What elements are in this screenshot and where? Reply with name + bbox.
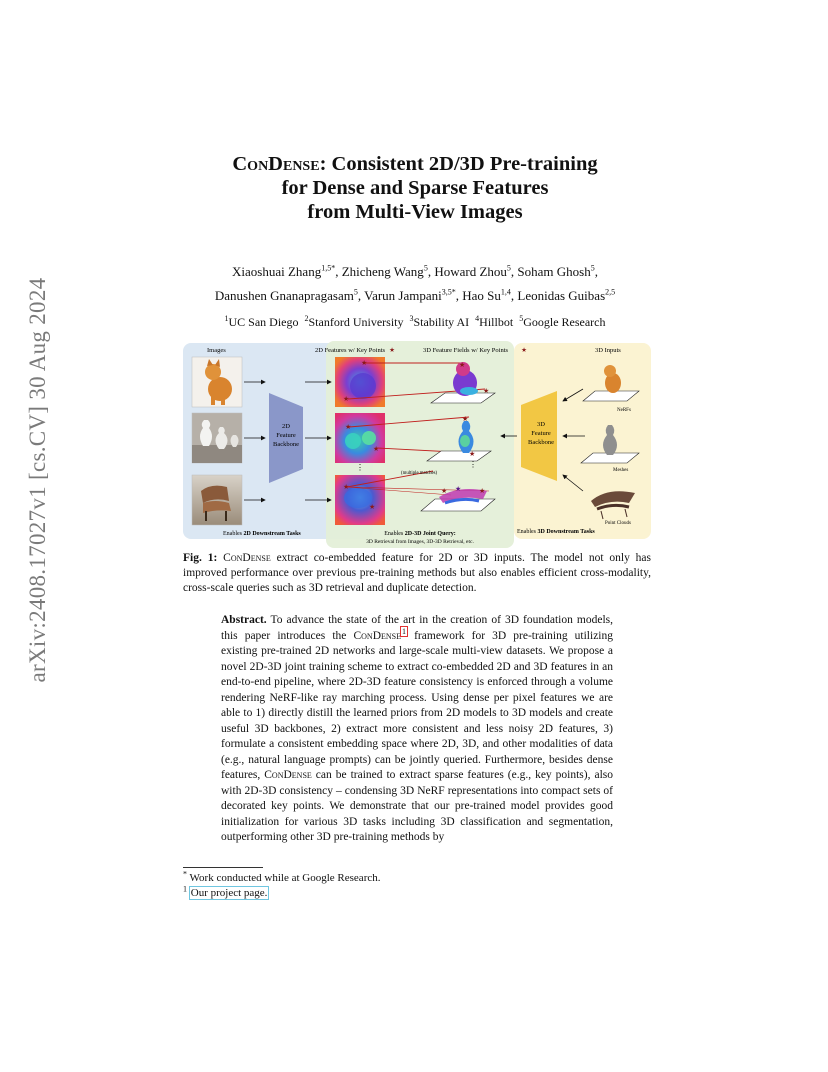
author-name: , Soham Ghosh xyxy=(510,264,591,279)
footnote-mark: 1 xyxy=(183,884,187,894)
footnotes xyxy=(183,871,643,901)
author-affil-mark: 5 xyxy=(353,287,358,297)
pointclouds-label: Point Clouds xyxy=(605,521,631,526)
footnote-link[interactable]: 1 xyxy=(402,626,407,636)
feature-map-3 xyxy=(335,475,385,525)
backbone-3d-label: Backbone xyxy=(528,439,554,446)
svg-text:★: ★ xyxy=(479,487,486,495)
affil-mark: 5 xyxy=(519,314,524,323)
footnote-text: Work conducted while at Google Research. xyxy=(187,872,381,884)
author-affil-mark: 5 xyxy=(506,263,511,273)
footnote-star xyxy=(183,871,643,886)
abstract-brand: ConDense xyxy=(264,769,312,781)
svg-text:★: ★ xyxy=(462,415,469,423)
inputs-3d-label: 3D Inputs xyxy=(595,347,621,354)
author-affil-mark: 2,5 xyxy=(605,287,616,297)
ellipsis-2d: ⋮ xyxy=(356,463,364,472)
ellipsis-3d: ⋮ xyxy=(469,460,477,469)
input-image-cat xyxy=(192,357,242,407)
pipeline-diagram xyxy=(183,341,651,548)
svg-text:★: ★ xyxy=(361,359,368,367)
svg-text:★: ★ xyxy=(441,487,448,495)
project-page-link[interactable]: Our project page. xyxy=(190,887,268,899)
backbone-2d-label: 2D xyxy=(282,423,290,430)
star-icon: ★ xyxy=(521,347,527,354)
footnote-rule xyxy=(183,867,263,868)
svg-text:★: ★ xyxy=(373,445,380,453)
svg-text:★: ★ xyxy=(343,395,350,403)
features-2d-label: 2D Features w/ Key Points xyxy=(315,347,386,354)
abstract-text: To advance the state of the art in the creation of 3D foundation models, this paper introduces the xyxy=(221,614,613,642)
downstream-2d-label: Enables 2D Downstream Tasks xyxy=(223,531,301,537)
affil-name: UC San Diego xyxy=(228,315,299,329)
svg-text:★: ★ xyxy=(469,450,476,458)
svg-text:★: ★ xyxy=(455,485,462,493)
multiple-matches-label: (multiple matches) xyxy=(401,471,438,476)
author-affil-mark: 1,4 xyxy=(500,287,511,297)
author-name: Danushen Gnanapragasam xyxy=(214,288,354,303)
caption-text: extract co-embedded feature for 2D or 3D inputs. The model not only has improved performance over previous pre-training methods but also enables efficient cross-modality, cross-scale queries such as 3D retrieval and duplicate detection. xyxy=(183,552,652,594)
features-3d-label: 3D Feature Fields w/ Key Points xyxy=(423,347,509,354)
joint-query-label: Enables 2D-3D Joint Query: xyxy=(384,531,456,537)
backbone-2d-label: Backbone xyxy=(273,441,299,448)
figure-1 xyxy=(183,341,651,548)
affiliations xyxy=(170,314,660,330)
title-line-3: from Multi-View Images xyxy=(307,201,523,223)
abstract xyxy=(221,613,613,846)
affil-name: Hillbot xyxy=(479,315,514,329)
author-name: Xiaoshuai Zhang xyxy=(232,264,322,279)
author-name: , Varun Jampani xyxy=(357,288,442,303)
abstract-text: framework for 3D pre-training utilizing existing pre-trained 2D networks and large-scale multi-view datasets. We propose a novel 2D-3D joint training scheme to extract co-embedded 2D and 3D features in an end-to-end pipeline, where 2D-3D feature consistency is enforced through a volume rendering NeRF-like ray marching process. Using dense per pixel features we are able to 1) directly distill the learned priors from 2D models to 3D models and create useful 3D backbones, 2) extract more consistent and less noisy 2D features, 3) formulate a consistent embedding space where 2D, 3D, and other modalities of data (e.g., natural language prompts) can be jointly queried. Furthermore, besides dense features, xyxy=(221,629,613,781)
svg-text:★: ★ xyxy=(369,503,376,511)
abstract-text: can be trained to extract sparse features (e.g., key points), also with 2D-3D consistency – condensing 3D NeRF representations into compact sets of decorated key points. We demonstrate that our pre-trained model provides good initialization for various 3D tasks including 3D classification and segmentation, outperforming other 3D pre-training methods by xyxy=(221,769,613,843)
author-name: , Howard Zhou xyxy=(427,264,507,279)
author-affil-mark: 1,5* xyxy=(321,263,336,273)
backbone-3d-label: 3D xyxy=(537,421,545,428)
affil-mark: 3 xyxy=(409,314,414,323)
author-line-1 xyxy=(170,260,660,284)
author-affil-mark: 3,5* xyxy=(441,287,456,297)
title-brand: ConDense xyxy=(232,153,320,175)
affil-mark: 4 xyxy=(475,314,480,323)
feature-map-1 xyxy=(335,357,385,407)
star-icon: ★ xyxy=(389,347,395,354)
author-name: , Leonidas Guibas xyxy=(510,288,606,303)
svg-text:★: ★ xyxy=(483,387,490,395)
images-label: Images xyxy=(207,347,226,354)
author-affil-mark: 5 xyxy=(590,263,595,273)
joint-query-sub: 3D Retrieval from Images, 3D-3D Retrieval, etc. xyxy=(366,539,474,545)
downstream-3d-label: Enables 3D Downstream Tasks xyxy=(517,529,595,535)
affil-mark: 1 xyxy=(224,314,229,323)
author-name: , Zhicheng Wang xyxy=(335,264,424,279)
svg-text:★: ★ xyxy=(343,483,350,491)
arxiv-sidebar xyxy=(8,230,68,730)
affil-name: Stability AI xyxy=(413,315,470,329)
paper-title xyxy=(190,152,640,224)
title-line-1-rest: : Consistent 2D/3D Pre-training xyxy=(319,153,598,175)
input-image-vases xyxy=(192,413,242,463)
input-image-chair xyxy=(192,475,242,525)
affil-mark: 2 xyxy=(304,314,309,323)
svg-text:★: ★ xyxy=(459,361,466,369)
author-affil-mark: 5 xyxy=(423,263,428,273)
backbone-2d-label: Feature xyxy=(276,432,296,439)
author-separator: , xyxy=(594,264,598,279)
title-line-2: for Dense and Sparse Features xyxy=(281,177,549,199)
footnote-one xyxy=(183,886,643,901)
abstract-label: Abstract. xyxy=(221,614,267,626)
figure-caption xyxy=(183,551,651,595)
footnote-mark: * xyxy=(183,869,187,879)
feature-map-2 xyxy=(335,413,385,463)
affil-name: Stanford University xyxy=(308,315,404,329)
abstract-brand: ConDense xyxy=(353,629,402,642)
title-line-1 xyxy=(190,152,640,176)
author-name: , Hao Su xyxy=(455,288,501,303)
backbone-3d-label: Feature xyxy=(531,430,551,437)
caption-label: Fig. 1: xyxy=(183,552,218,564)
meshes-label: Meshes xyxy=(613,468,629,473)
svg-text:★: ★ xyxy=(345,423,352,431)
nerfs-label: NeRFs xyxy=(617,408,631,413)
author-line-2 xyxy=(170,284,660,308)
arxiv-identifier: arXiv:2408.17027v1 [cs.CV] 30 Aug 2024 xyxy=(25,277,50,683)
affil-name: Google Research xyxy=(523,315,606,329)
caption-brand: ConDense xyxy=(223,552,271,564)
author-list xyxy=(170,260,660,308)
